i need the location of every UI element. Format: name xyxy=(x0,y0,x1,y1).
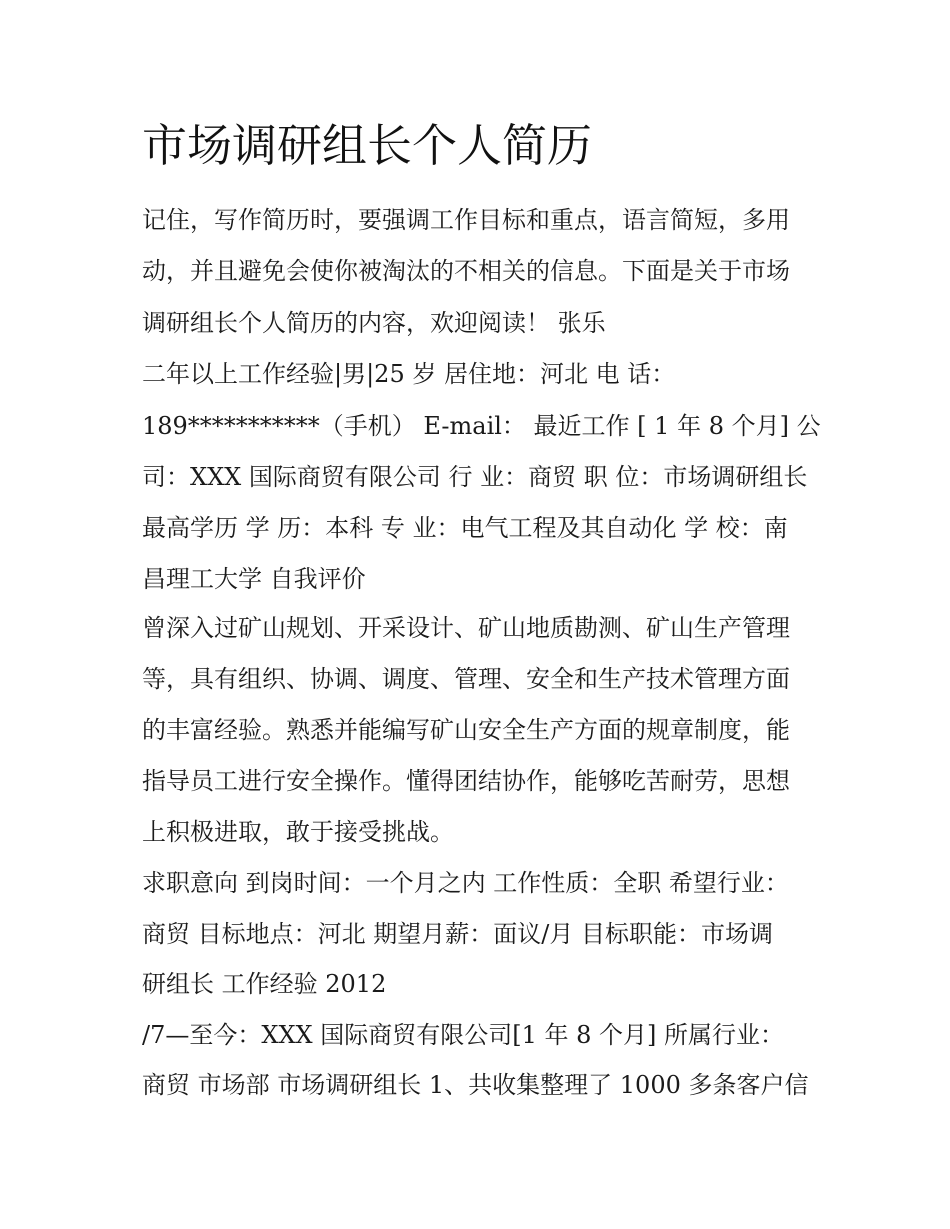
body-line: 研组长 工作经验 2012 xyxy=(142,970,387,998)
body-line: 指导员工进行安全操作。懂得团结协作，能够吃苦耐劳，思想 xyxy=(142,767,790,795)
body-line: 调研组长个人简历的内容，欢迎阅读！ 张乐 xyxy=(142,309,606,337)
document-title: 市场调研组长个人简历 xyxy=(142,119,593,172)
body-line: /7—至今：XXX 国际商贸有限公司[1 年 8 个月] 所属行业： xyxy=(142,1021,785,1049)
body-line: 昌理工大学 自我评价 xyxy=(142,565,366,593)
body-line: 记住，写作简历时，要强调工作目标和重点，语言简短，多用 xyxy=(142,206,790,234)
body-line: 求职意向 到岗时间：一个月之内 工作性质：全职 希望行业： xyxy=(142,869,789,897)
body-line: 商贸 市场部 市场调研组长 1、共收集整理了 1000 多条客户信 xyxy=(142,1071,809,1099)
body-line: 动，并且避免会使你被淘汰的不相关的信息。下面是关于市场 xyxy=(142,257,790,285)
body-line: 等，具有组织、协调、调度、管理、安全和生产技术管理方面 xyxy=(142,665,790,693)
body-line: 189***********（手机） E-mail： 最近工作 [ 1 年 8 个月] 公 xyxy=(142,412,821,440)
body-line: 商贸 目标地点：河北 期望月薪：面议/月 目标职能：市场调 xyxy=(142,920,773,948)
body-line: 二年以上工作经验|男|25 岁 居住地：河北 电 话： xyxy=(142,360,676,388)
body-line: 曾深入过矿山规划、开采设计、矿山地质勘测、矿山生产管理 xyxy=(142,614,790,642)
body-line: 司：XXX 国际商贸有限公司 行 业：商贸 职 位：市场调研组长 xyxy=(142,463,808,491)
body-line: 上积极进取，敢于接受挑战。 xyxy=(142,818,454,846)
body-line: 的丰富经验。熟悉并能编写矿山安全生产方面的规章制度，能 xyxy=(142,716,790,744)
body-line: 最高学历 学 历：本科 专 业：电气工程及其自动化 学 校：南 xyxy=(142,514,788,542)
